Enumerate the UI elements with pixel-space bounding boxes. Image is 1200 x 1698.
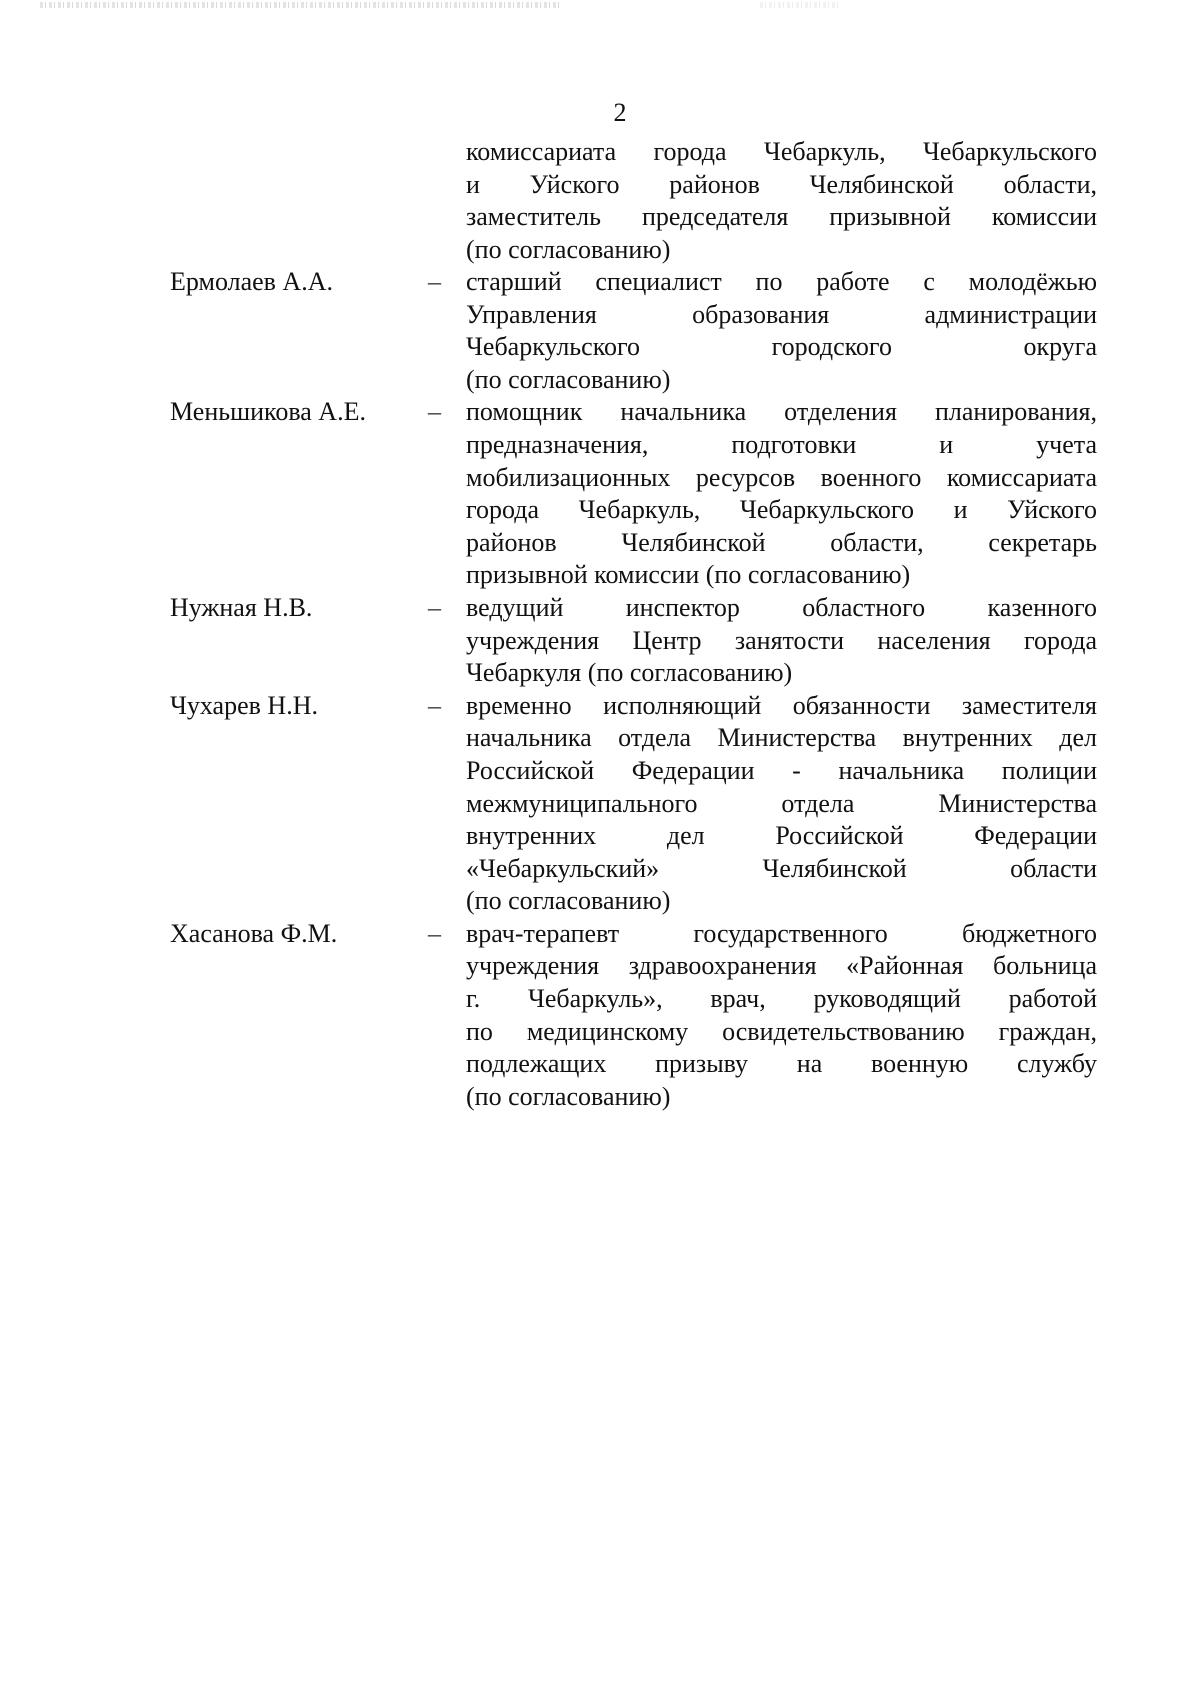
member-entry [0,690,1200,918]
member-name: Меньшикова А.Е. [170,397,366,427]
text-line: «Чебаркульский» Челябинской области [466,853,1097,883]
member-description [466,396,1097,592]
text-line: (по согласованию) [466,234,671,264]
text-line: (по согласованию) [466,886,671,916]
text-line: призывной комиссии (по согласованию) [466,560,911,590]
text-line: учреждения Центр занятости населения города [466,625,1097,655]
text-line: районов Челябинской области, секретарь [466,527,1097,557]
dash-separator: – [428,918,441,948]
text-line: врач-терапевт государственного бюджетного [466,918,1097,948]
text-line: г. Чебаркуль», врач, руководящий работой [466,984,1097,1014]
text-line: комиссариата города Чебаркуль, Чебаркульского [466,137,1097,166]
text-line: (по согласованию) [466,364,671,394]
text-line: внутренних дел Российской Федерации [466,821,1097,851]
text-line: и Уйского районов Челябинской области, [466,169,1097,199]
text-line: Управления образования администрации [466,299,1097,329]
text-line: временно исполняющий обязанности заместителя [466,690,1097,720]
continuation-text [466,136,1097,266]
text-line: начальника отдела Министерства внутренних дел [466,723,1097,753]
text-line: по медицинскому освидетельствованию граждан, [466,1016,1097,1046]
text-line: межмуниципального отдела Министерства [466,788,1097,818]
text-line: старший специалист по работе с молодёжью [466,267,1097,296]
member-description [466,918,1097,1114]
text-line: помощник начальника отделения планирования, [466,397,1097,427]
member-name: Хасанова Ф.М. [170,918,338,948]
dash-separator: – [428,267,441,296]
text-line: Российской Федерации - начальника полиции [466,755,1097,785]
member-entry [0,266,1200,396]
text-line: Чебаркуля (по согласованию) [466,658,793,688]
member-name: Ермолаев А.А. [170,267,333,296]
text-line: мобилизационных ресурсов военного комиссариата [466,462,1097,492]
member-description [466,592,1097,690]
continuation-block [466,136,1097,266]
text-line: предназначения, подготовки и учета [466,429,1097,459]
text-line: Чебаркульского городского округа [466,332,1097,362]
text-line: подлежащих призыву на военную службу [466,1049,1097,1079]
member-description [466,690,1097,918]
page-number: 2 [613,98,627,127]
member-list [0,266,1200,1113]
member-entry [0,396,1200,592]
text-line: города Чебаркуль, Чебаркульского и Уйского [466,495,1097,525]
member-entry [0,592,1200,690]
text-line: учреждения здравоохранения «Районная больница [466,951,1097,981]
scan-artifact [760,2,840,8]
member-name: Нужная Н.В. [170,592,313,622]
member-name: Чухарев Н.Н. [170,690,318,720]
text-line: ведущий инспектор областного казенного [466,592,1097,622]
member-entry [0,918,1200,1114]
dash-separator: – [428,690,441,720]
text-line: (по согласованию) [466,1081,671,1111]
member-description [466,266,1097,396]
scan-artifact [40,2,560,8]
text-line: заместитель председателя призывной комиссии [466,202,1097,232]
dash-separator: – [428,397,441,427]
dash-separator: – [428,592,441,622]
